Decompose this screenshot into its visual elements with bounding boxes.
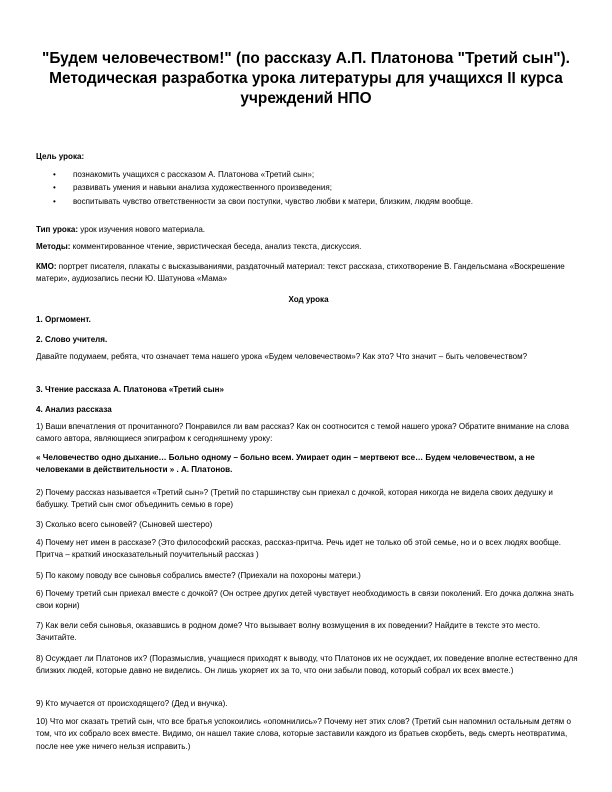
question-3: 3) Сколько всего сыновей? (Сыновей шестеро) bbox=[36, 520, 213, 529]
question-1: 1) Ваши впечатления от прочитанного? Понравился ли вам рассказ? Как он соотносится с темой нашего урока? Обратите внимание на слова самого автора, являющиеся эпиграфом к сегодняшнему уроку: bbox=[36, 422, 569, 444]
question-4: 4) Почему нет имен в рассказе? (Это философский рассказ, рассказ-притча. Речь идет не только об этой семье, но и о всех людях вообще. Притча – краткий иносказательный поучительный рассказ ) bbox=[36, 538, 561, 560]
question-2: 2) Почему рассказ называется «Третий сын»? (Третий по старшинству сын приехал с дочкой, которая никогда не видела своих дедушку и бабушку. Третий сын смог объединить семью в горе) bbox=[36, 488, 553, 510]
step-2: 2. Слово учителя. bbox=[36, 335, 108, 344]
list-item: • познакомить учащихся с рассказом А. Платонова «Третий сын»; bbox=[36, 168, 581, 181]
step-4: 4. Анализ рассказа bbox=[36, 405, 112, 414]
question-5: 5) По какому поводу все сыновья собрались вместе? (Приехали на похороны матери.) bbox=[36, 571, 361, 580]
bullet-icon: • bbox=[53, 183, 56, 193]
step-3: 3. Чтение рассказа А. Платонова «Третий сын» bbox=[36, 385, 224, 394]
question-10: 10) Что мог сказать третий сын, что все братья успокоились «опомнились»? Почему нет этих слов? (Третий сын напомнил остальным детям о том, что их собрало всех вместе. Видимо, он нашел такие слова, которые заставили каждого из братьев скорбеть, ведь смерть неотвратима, после нее уже ничего нельзя исправить.) bbox=[36, 717, 571, 751]
question-7: 7) Как вели себя сыновья, оказавшись в родном доме? Что вызывает волну возмущения в их поведении? Найдите в тексте это место. Зачитайте. bbox=[36, 621, 541, 643]
goals-list bbox=[36, 168, 581, 208]
methods: Методы: комментированное чтение, эвристическая беседа, анализ текста, дискуссия. bbox=[36, 242, 362, 251]
lesson-type: Тип урока: урок изучения нового материала. bbox=[36, 225, 206, 234]
list-item: • развивать умения и навыки анализа художественного произведения; bbox=[36, 181, 581, 194]
document-title: "Будем человечеством!" (по рассказу А.П. Платонова "Третий сын"). Методическая разработка урока литературы для учащихся II курса учреждений НПО bbox=[42, 50, 570, 107]
epigraph: « Человечество одно дыхание… Больно одному – больно всем. Умирает один – мертвеют все… Будем человечеством, а не человеками в действительности » . А. Платонов. bbox=[36, 453, 535, 475]
goal-heading: Цель урока: bbox=[36, 152, 85, 161]
bullet-icon: • bbox=[53, 196, 56, 206]
bullet-icon: • bbox=[53, 170, 56, 179]
step-1: 1. Оргмомент. bbox=[36, 315, 91, 324]
course-heading: Ход урока bbox=[288, 295, 329, 304]
step-2-text: Давайте подумаем, ребята, что означает тема нашего урока «Будем человечеством»? Как это? Что значит – быть человечеством? bbox=[36, 352, 528, 361]
kmo: КМО: портрет писателя, плакаты с высказываниями, раздаточный материал: текст рассказа, стихотворение В. Гандельсмана «Воскрешение матери», аудиозапись песни Ю. Шатунова «Мама» bbox=[36, 262, 565, 284]
question-9: 9) Кто мучается от происходящего? (Дед и внучка). bbox=[36, 699, 228, 708]
list-item: • воспитывать чувство ответственности за свои поступки, чувство любви к матери, близким, людям вообще. bbox=[36, 195, 581, 208]
question-8: 8) Осуждает ли Платонов их? (Поразмыслив, учащиеся приходят к выводу, что Платонов их не осуждает, их поведение вполне естественно для близких людей, которые давно не виделись. Он лишь укоряет их за то, что они забыли повод, который собрал их всех вместе.) bbox=[36, 654, 578, 676]
question-6: 6) Почему третий сын приехал вместе с дочкой? (Он острее других детей чувствует необходимость в связи поколений. Его дочка должна знать свои корни) bbox=[36, 589, 574, 611]
